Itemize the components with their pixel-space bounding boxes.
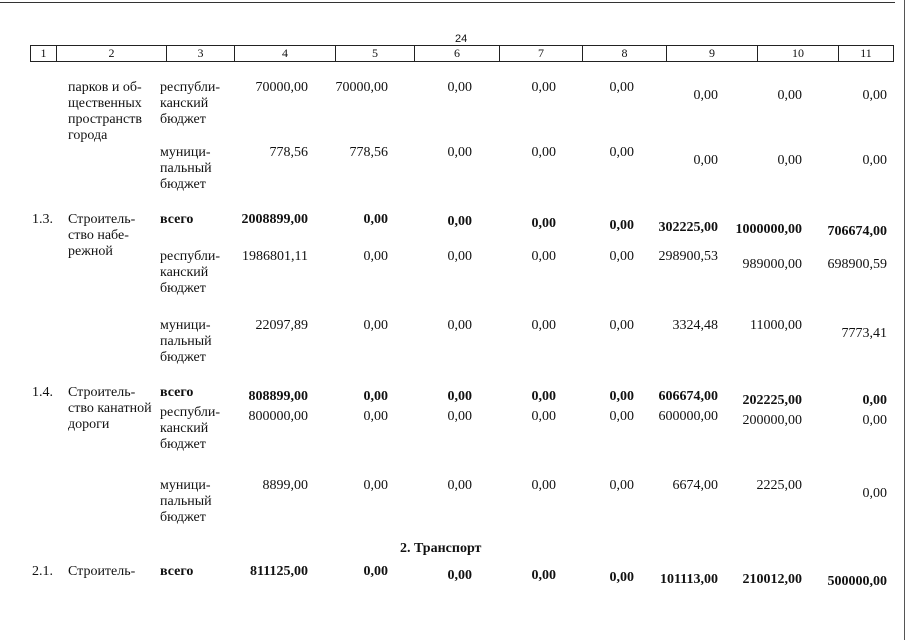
value-cell: 0,00 <box>447 318 472 333</box>
value-cell: 0,00 <box>447 389 472 404</box>
value-cell: 22097,89 <box>255 318 308 333</box>
header-cell: 11 <box>838 45 894 62</box>
value-cell: 0,00 <box>609 318 634 333</box>
value-cell: 800000,00 <box>248 409 308 424</box>
value-cell: 0,00 <box>862 413 887 428</box>
value-cell: 0,00 <box>609 218 634 233</box>
value-cell: 0,00 <box>447 568 472 583</box>
value-cell: 0,00 <box>363 564 388 579</box>
value-cell: 0,00 <box>862 393 887 408</box>
value-cell: 302225,00 <box>658 220 718 235</box>
funding-source: республи- канский бюджет <box>160 405 220 452</box>
value-cell: 778,56 <box>349 145 388 160</box>
value-cell: 0,00 <box>531 568 556 583</box>
value-cell: 0,00 <box>609 389 634 404</box>
value-cell: 0,00 <box>531 389 556 404</box>
funding-source: республи- канский бюджет <box>160 249 220 296</box>
header-cell: 3 <box>166 45 234 62</box>
funding-source: муници- пальный бюджет <box>160 478 212 525</box>
header-cell: 9 <box>666 45 757 62</box>
value-cell: 0,00 <box>693 88 718 103</box>
value-cell: 0,00 <box>777 88 802 103</box>
value-cell: 0,00 <box>531 249 556 264</box>
value-cell: 0,00 <box>609 80 634 95</box>
value-cell: 0,00 <box>862 486 887 501</box>
value-cell: 0,00 <box>777 153 802 168</box>
item-name: парков и об- щественных пространств города <box>68 80 142 143</box>
value-cell: 298900,53 <box>658 249 718 264</box>
value-cell: 0,00 <box>363 478 388 493</box>
value-cell: 0,00 <box>447 478 472 493</box>
value-cell: 2008899,00 <box>241 212 308 227</box>
header-cell: 10 <box>757 45 838 62</box>
funding-source: всего <box>160 385 194 400</box>
value-cell: 698900,59 <box>827 257 887 272</box>
item-name: Строитель- ство набе- режной <box>68 212 136 259</box>
value-cell: 0,00 <box>363 212 388 227</box>
item-name: Строитель- ство канатной дороги <box>68 385 152 432</box>
header-cell: 5 <box>335 45 414 62</box>
header-cell: 7 <box>499 45 582 62</box>
value-cell: 706674,00 <box>827 224 887 239</box>
value-cell: 0,00 <box>531 145 556 160</box>
value-cell: 0,00 <box>447 249 472 264</box>
value-cell: 7773,41 <box>841 326 887 341</box>
value-cell: 1986801,11 <box>242 249 308 264</box>
table-header <box>30 45 893 62</box>
value-cell: 0,00 <box>447 409 472 424</box>
page-number: 24 <box>455 33 468 45</box>
header-cell: 1 <box>30 45 56 62</box>
value-cell: 101113,00 <box>660 572 718 587</box>
value-cell: 0,00 <box>363 389 388 404</box>
value-cell: 2225,00 <box>756 478 802 493</box>
header-cell: 4 <box>234 45 335 62</box>
value-cell: 3324,48 <box>672 318 718 333</box>
value-cell: 8899,00 <box>262 478 308 493</box>
value-cell: 0,00 <box>363 249 388 264</box>
value-cell: 0,00 <box>862 153 887 168</box>
value-cell: 0,00 <box>531 80 556 95</box>
value-cell: 70000,00 <box>335 80 388 95</box>
value-cell: 0,00 <box>531 318 556 333</box>
value-cell: 202225,00 <box>742 393 802 408</box>
value-cell: 0,00 <box>447 80 472 95</box>
value-cell: 606674,00 <box>658 389 718 404</box>
value-cell: 210012,00 <box>742 572 802 587</box>
value-cell: 0,00 <box>609 478 634 493</box>
value-cell: 600000,00 <box>658 409 718 424</box>
item-name: Строитель- <box>68 564 136 579</box>
value-cell: 0,00 <box>363 409 388 424</box>
value-cell: 0,00 <box>447 214 472 229</box>
header-cell: 2 <box>56 45 166 62</box>
value-cell: 70000,00 <box>255 80 308 95</box>
value-cell: 0,00 <box>447 145 472 160</box>
header-cell: 8 <box>582 45 666 62</box>
funding-source: республи- канский бюджет <box>160 80 220 127</box>
value-cell: 0,00 <box>609 570 634 585</box>
value-cell: 0,00 <box>609 409 634 424</box>
value-cell: 989000,00 <box>742 257 802 272</box>
funding-source: муници- пальный бюджет <box>160 318 212 365</box>
value-cell: 11000,00 <box>750 318 802 333</box>
value-cell: 0,00 <box>862 88 887 103</box>
row-number: 2.1. <box>32 564 53 579</box>
value-cell: 0,00 <box>609 145 634 160</box>
value-cell: 200000,00 <box>742 413 802 428</box>
value-cell: 1000000,00 <box>735 222 802 237</box>
row-number: 1.3. <box>32 212 53 227</box>
value-cell: 0,00 <box>363 318 388 333</box>
value-cell: 811125,00 <box>250 564 308 579</box>
funding-source: муници- пальный бюджет <box>160 145 212 192</box>
top-border <box>0 2 895 3</box>
value-cell: 778,56 <box>269 145 308 160</box>
value-cell: 0,00 <box>531 478 556 493</box>
section-title: 2. Транспорт <box>400 541 482 556</box>
value-cell: 0,00 <box>693 153 718 168</box>
funding-source: всего <box>160 564 194 579</box>
value-cell: 0,00 <box>531 216 556 231</box>
value-cell: 808899,00 <box>248 389 308 404</box>
value-cell: 500000,00 <box>827 574 887 589</box>
value-cell: 0,00 <box>609 249 634 264</box>
funding-source: всего <box>160 212 194 227</box>
value-cell: 0,00 <box>531 409 556 424</box>
row-number: 1.4. <box>32 385 53 400</box>
header-cell: 6 <box>414 45 499 62</box>
value-cell: 6674,00 <box>672 478 718 493</box>
